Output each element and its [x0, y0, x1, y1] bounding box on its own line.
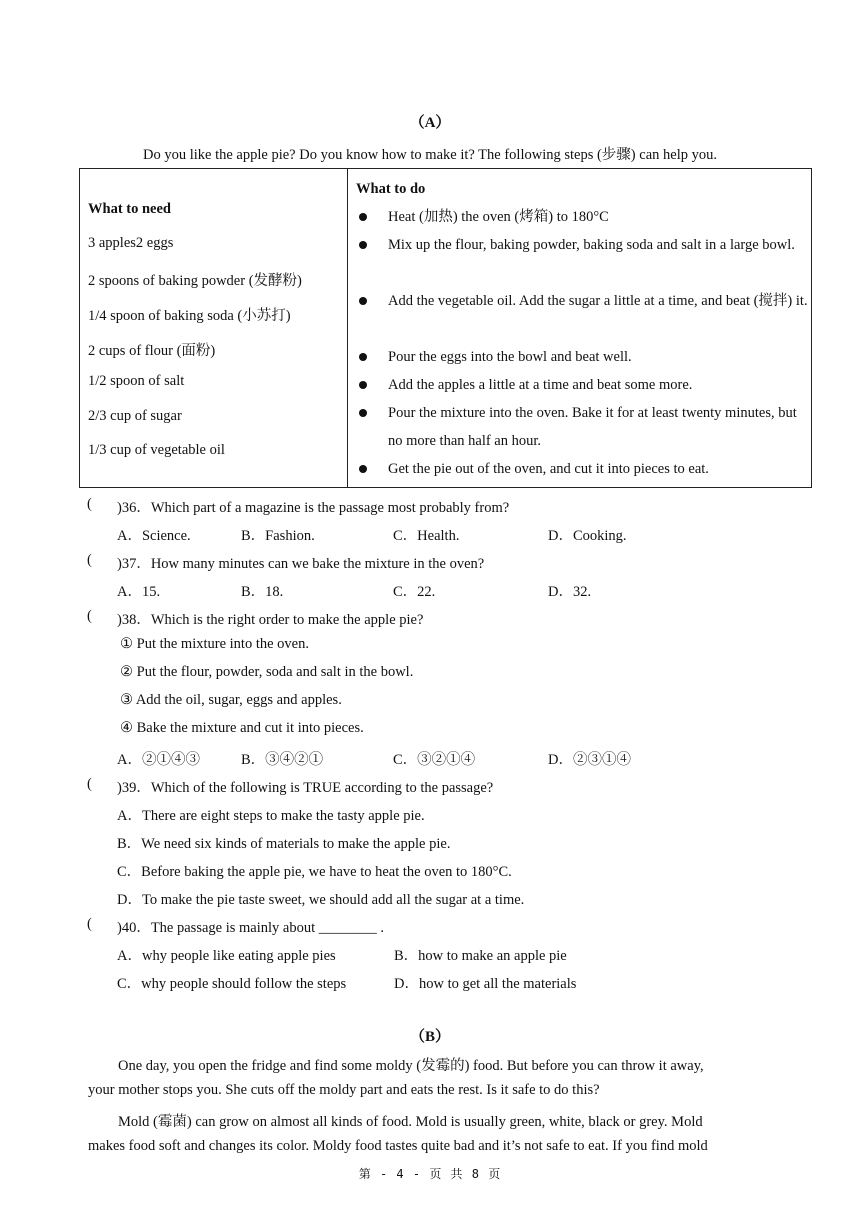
- option-a: A．There are eight steps to make the tasty apple pie.: [117, 808, 425, 824]
- option-b: B．18.: [241, 584, 284, 600]
- question-36: )36．Which part of a magazine is the passage most probably from?: [117, 500, 510, 516]
- paragraph-line: One day, you open the fridge and find some moldy (发霉的) food. But before you can throw it away,: [118, 1058, 704, 1074]
- question-40: )40．The passage is mainly about ________ .: [117, 920, 384, 936]
- bullet-icon: [359, 241, 367, 249]
- option-d: D．②③①④: [548, 752, 631, 768]
- bullet-icon: [359, 213, 367, 221]
- answer-paren: (: [87, 776, 92, 792]
- option-d: D．how to get all the materials: [394, 976, 577, 992]
- bullet-icon: [359, 381, 367, 389]
- option-d: D．32.: [548, 584, 592, 600]
- page-footer: 第 - 4 - 页 共 8 页: [358, 1167, 502, 1181]
- option-b: B．We need six kinds of materials to make the apple pie.: [117, 836, 451, 852]
- section-a-intro: Do you like the apple pie? Do you know how to make it? The following steps (步骤) can help you.: [143, 147, 717, 163]
- step-text: Pour the mixture into the oven. Bake it for at least twenty minutes, but no more than half an hour.: [388, 405, 797, 449]
- bullet-icon: [359, 353, 367, 361]
- ingredient-item: 1/2 spoon of salt: [88, 373, 185, 389]
- section-b-title: （B）: [409, 1029, 450, 1045]
- ingredient-item: 2 spoons of baking powder (发酵粉): [88, 273, 302, 289]
- step-text: Pour the eggs into the bowl and beat well.: [388, 349, 632, 365]
- paragraph-line: Mold (霉菌) can grow on almost all kinds of food. Mold is usually green, white, black or grey. Mold: [118, 1114, 703, 1130]
- bullet-icon: [359, 409, 367, 417]
- option-c: C．22.: [393, 584, 436, 600]
- option-a: A．②①④③: [117, 752, 200, 768]
- option-c: C．③②①④: [393, 752, 476, 768]
- option-a: A．15.: [117, 584, 161, 600]
- step-text: Heat (加热) the oven (烤箱) to 180°C: [388, 209, 609, 225]
- option-b: B．how to make an apple pie: [394, 948, 567, 964]
- ingredient-item: 2 cups of flour (面粉): [88, 343, 216, 359]
- order-item: ② Put the flour, powder, soda and salt in the bowl.: [120, 664, 414, 680]
- order-item: ④ Bake the mixture and cut it into pieces.: [120, 720, 364, 736]
- option-d: D．To make the pie taste sweet, we should add all the sugar at a time.: [117, 892, 525, 908]
- option-c: C．why people should follow the steps: [117, 976, 347, 992]
- ingredient-item: 1/3 cup of vegetable oil: [88, 442, 225, 458]
- question-37: )37．How many minutes can we bake the mixture in the oven?: [117, 556, 485, 572]
- option-a: A．Science.: [117, 528, 191, 544]
- paragraph-line: makes food soft and changes its color. Moldy food tastes quite bad and it’s not safe to eat. If you find mold: [88, 1138, 708, 1154]
- option-a: A．why people like eating apple pies: [117, 948, 336, 964]
- answer-paren: (: [87, 608, 92, 624]
- question-38: )38．Which is the right order to make the apple pie?: [117, 612, 424, 628]
- step-text: Add the apples a little at a time and beat some more.: [388, 377, 693, 393]
- answer-paren: (: [87, 552, 92, 568]
- option-d: D．Cooking.: [548, 528, 627, 544]
- bullet-icon: [359, 465, 367, 473]
- option-c: C．Health.: [393, 528, 460, 544]
- ingredient-item: 3 apples2 eggs: [88, 235, 174, 251]
- step-text: Get the pie out of the oven, and cut it into pieces to eat.: [388, 461, 709, 477]
- bullet-icon: [359, 297, 367, 305]
- order-item: ③ Add the oil, sugar, eggs and apples.: [120, 692, 342, 708]
- answer-paren: (: [87, 916, 92, 932]
- option-c: C．Before baking the apple pie, we have to heat the oven to 180°C.: [117, 864, 512, 880]
- paragraph-line: your mother stops you. She cuts off the moldy part and eats the rest. Is it safe to do this?: [88, 1082, 600, 1098]
- recipe-table: [79, 168, 812, 488]
- answer-paren: (: [87, 496, 92, 512]
- option-b: B．Fashion.: [241, 528, 315, 544]
- option-b: B．③④②①: [241, 752, 324, 768]
- step-text: Add the vegetable oil. Add the sugar a little at a time, and beat (搅拌) it.: [388, 293, 808, 309]
- order-item: ① Put the mixture into the oven.: [120, 636, 309, 652]
- do-heading: What to do: [356, 181, 426, 197]
- question-39: )39．Which of the following is TRUE according to the passage?: [117, 780, 494, 796]
- section-a-title: （A）: [409, 115, 451, 131]
- ingredient-item: 1/4 spoon of baking soda (小苏打): [88, 308, 291, 324]
- need-heading: What to need: [88, 201, 171, 217]
- table-divider: [347, 169, 348, 487]
- step-text: Mix up the flour, baking powder, baking soda and salt in a large bowl.: [388, 237, 795, 253]
- ingredient-item: 2/3 cup of sugar: [88, 408, 182, 424]
